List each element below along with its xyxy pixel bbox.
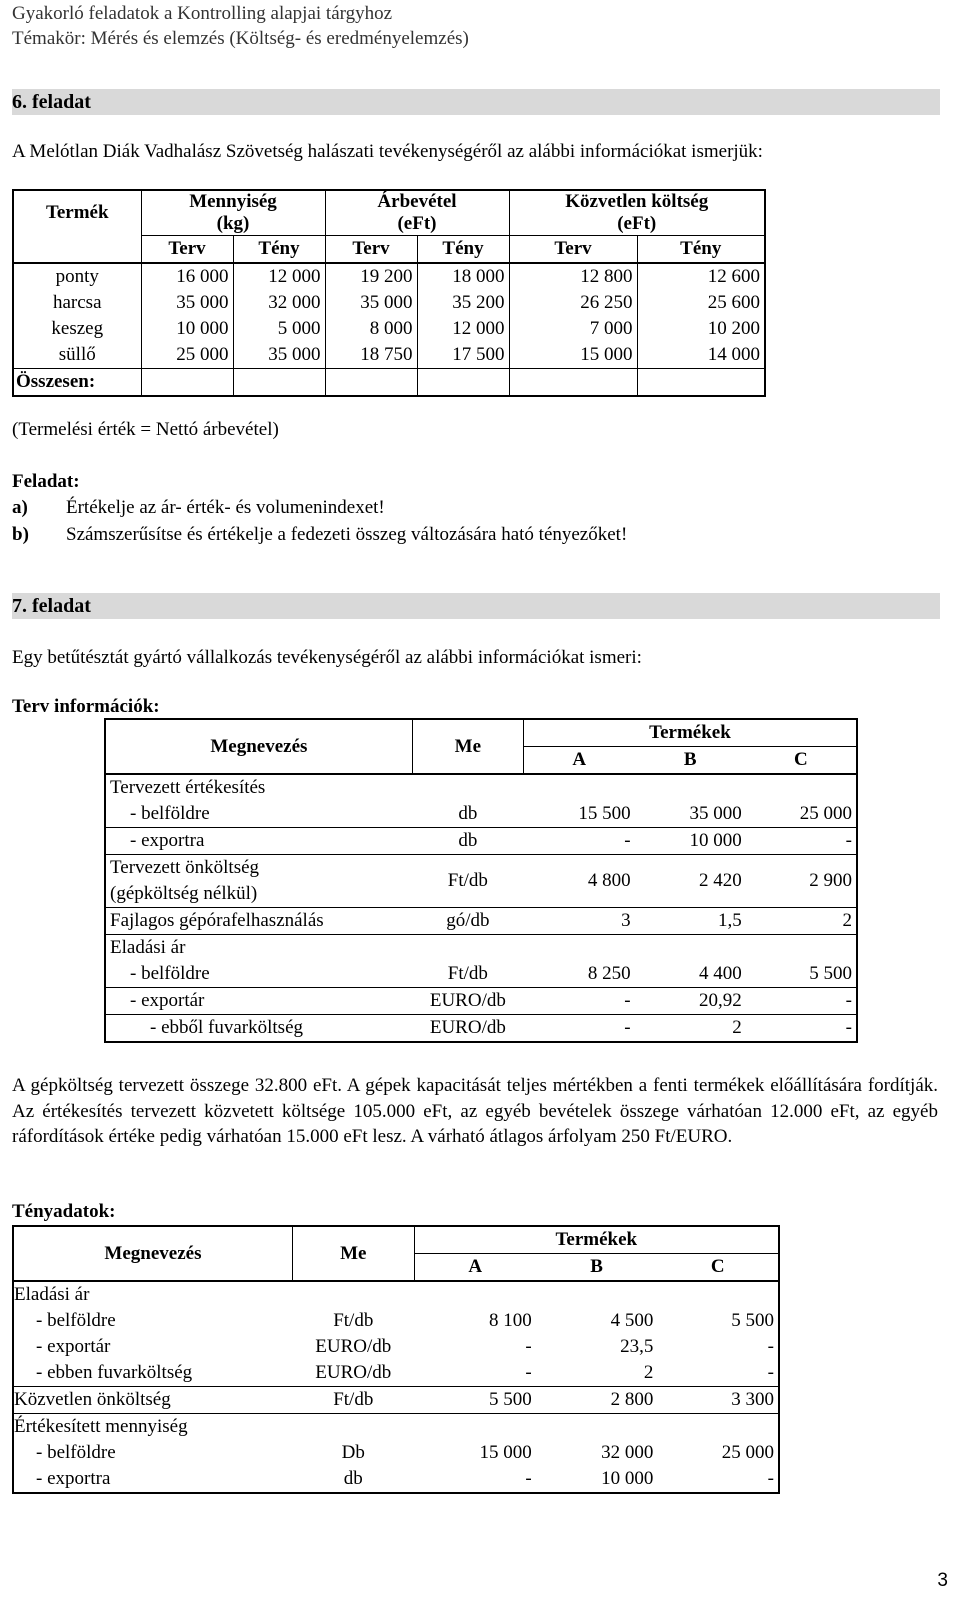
row-label: - belföldre [36,1310,116,1331]
row-label: Tervezett önköltség [110,857,260,878]
col-header-arbevetel: Árbevétel [325,190,509,213]
row-label: - ebből fuvarköltség [150,1017,304,1038]
actual-header-termekek: Termékek [414,1226,779,1254]
page-number: 3 [937,1570,948,1591]
table-row [13,1466,779,1493]
actual-header-a: A [414,1254,536,1282]
cell-value: 5 500 [731,1310,774,1331]
table-row [13,316,765,342]
cell-value: 10 000 [141,316,233,342]
task6-intro: A Melótlan Diák Vadhalász Szövetség halászati tevékenységéről az alábbi információkat ismerjük: [12,141,763,162]
cell-value: 2 420 [635,855,746,908]
task6-table [12,189,766,397]
row-label: Eladási ár [14,1284,90,1305]
cell-value: 12 000 [233,263,325,290]
actual-header-me: Me [292,1226,414,1281]
subheader-terv: Terv [325,236,417,264]
task-a-label: a) [12,497,28,518]
cell-value: 18 750 [325,342,417,369]
task6-title: 6. feladat [12,91,91,113]
cell-value: 2 [732,1017,742,1038]
cell-value: - [525,1336,532,1357]
plan-info-label: Terv információk: [12,696,160,717]
cell-value: 4 500 [610,1310,654,1331]
row-label: Értékesített mennyiség [14,1416,188,1437]
cell-value: 25 600 [637,290,765,316]
cell-value: - [746,988,857,1015]
row-name: süllő [58,344,96,365]
cell-value: - [525,1468,532,1489]
row-unit: Db [341,1442,365,1463]
cell-value: 16 000 [141,263,233,290]
actual-header-megnevezes: Megnevezés [13,1226,292,1281]
col-header-mennyiseg-unit: (kg) [141,213,325,236]
task7-intro: Egy betűtésztát gyártó vállalkozás tevékenységéről az alábbi információkat ismeri: [12,647,642,668]
row-label: - exportra [36,1468,111,1489]
task6-note: (Termelési érték = Nettó árbevétel) [12,419,279,440]
cell-value: 35 000 [635,801,746,828]
cell-value: - [624,1017,631,1038]
cell-value: 32 000 [601,1442,654,1463]
plan-header-termekek: Termékek [523,719,857,747]
cell-value: 8 250 [523,961,634,988]
cell-value: 15 000 [509,342,637,369]
cell-value: - [845,1017,852,1038]
cell-value: 10 000 [601,1468,654,1489]
cell-value: 20,92 [635,988,746,1015]
table-row [13,1308,779,1334]
cell-value: 35 000 [325,290,417,316]
cell-value: 10 200 [637,316,765,342]
col-header-termek: Termék [45,202,109,224]
row-name: ponty [55,266,99,287]
row-unit: Ft/db [412,855,523,908]
cell-value: 3 300 [657,1387,779,1414]
subheader-terv: Terv [141,236,233,264]
plan-header-c: C [746,747,857,775]
table-row [105,801,857,828]
subheader-teny: Tény [637,236,765,264]
cell-value: 35 000 [233,342,325,369]
row-label: Eladási ár [110,937,186,958]
task6-title-bar [12,89,940,115]
plan-paragraph: A gépköltség tervezett összege 32.800 eFt. A gépek kapacitását teljes mértékben a fenti termékek előállítására fordítják. Az értékesítés tervezett közvetett költsége 105.000 eFt, az egyéb bevételek összege várhatóan 12.000 eFt, az egyéb ráfordítások értéke pedig várhatóan 15.000 eFt lesz. A várható átlagos árfolyam 250 Ft/EURO. [12,1075,938,1147]
plan-table [104,718,858,1043]
cell-value: - [414,1360,536,1387]
task7-title: 7. feladat [12,595,91,617]
row-label: - belföldre [36,1442,116,1463]
task-b-label: b) [12,524,29,545]
task-b-text: Számszerűsítse és értékelje a fedezeti összeg változására ható tényezőket! [66,524,628,545]
cell-value: 10 000 [635,828,746,855]
cell-value: - [767,1468,774,1489]
cell-value: 25 000 [721,1442,774,1463]
header-topic: Témakör: Mérés és elemzés (Költség- és eredményelemzés) [12,28,469,49]
row-unit: Ft/db [333,1310,374,1331]
col-header-koltseg: Közvetlen költség [509,190,765,213]
cell-value: 2 900 [746,855,857,908]
row-label: - belföldre [105,801,412,828]
col-header-mennyiseg: Mennyiség [141,190,325,213]
actual-data-label: Tényadatok: [12,1201,116,1222]
total-row [13,369,765,397]
table-row [13,1387,779,1414]
cell-value: 23,5 [620,1336,654,1357]
row-label: - exportra [105,828,412,855]
cell-value: 32 000 [233,290,325,316]
cell-value: - [767,1336,774,1357]
cell-value: - [657,1360,779,1387]
row-unit: db [412,828,523,855]
cell-value: 5 000 [233,316,325,342]
cell-value: 2 [536,1360,658,1387]
cell-value: 12 000 [417,316,509,342]
table-row [105,828,857,855]
cell-value: 35 000 [141,290,233,316]
table-row [105,988,857,1015]
row-unit: db [412,801,523,828]
row-label: Tervezett értékesítés [110,777,266,798]
table-row [105,855,857,882]
subheader-teny: Tény [417,236,509,264]
row-name: keszeg [51,318,104,339]
table-row [13,1334,779,1360]
cell-value: 4 800 [523,855,634,908]
table-row [13,290,765,316]
row-unit: Ft/db [292,1387,414,1414]
cell-value: 26 250 [509,290,637,316]
row-unit: EURO/db [412,988,523,1015]
cell-value: 3 [523,908,634,935]
row-label: Közvetlen önköltség [13,1387,292,1414]
col-header-arbevetel-unit: (eFt) [325,213,509,236]
plan-header-megnevezes: Megnevezés [105,719,412,774]
task-a-text: Értékelje az ár- érték- és volumenindexet! [66,497,385,518]
plan-header-b: B [635,747,746,775]
table-row [13,1440,779,1466]
row-unit: gó/db [412,908,523,935]
cell-value: 5 500 [414,1387,536,1414]
row-unit: EURO/db [292,1360,414,1387]
actual-table [12,1225,780,1494]
cell-value: 19 200 [325,263,417,290]
row-label: - exportár [105,988,412,1015]
plan-header-me: Me [412,719,523,774]
cell-value: 8 000 [325,316,417,342]
table-row [13,1281,779,1308]
col-header-koltseg-unit: (eFt) [509,213,765,236]
cell-value: - [523,988,634,1015]
row-unit: db [343,1468,363,1489]
plan-header-a: A [523,747,634,775]
cell-value: 25 000 [746,801,857,828]
row-label: - belföldre [105,961,412,988]
task7-title-bar [12,593,940,619]
subheader-terv: Terv [509,236,637,264]
cell-value: 4 400 [635,961,746,988]
table-row [105,908,857,935]
table-row [105,1015,857,1043]
header-course-title: Gyakorló feladatok a Kontrolling alapjai tárgyhoz [12,3,393,24]
row-unit: Ft/db [412,961,523,988]
subheader-teny: Tény [233,236,325,264]
row-label: (gépköltség nélkül) [105,881,412,908]
cell-value: 14 000 [637,342,765,369]
cell-value: - [523,828,634,855]
table-row [13,1360,779,1387]
cell-value: 25 000 [141,342,233,369]
cell-value: 15 000 [479,1442,532,1463]
cell-value: 35 200 [417,290,509,316]
actual-header-b: B [536,1254,658,1282]
cell-value: 2 [746,908,857,935]
table-row [13,263,765,290]
table-row [105,935,857,962]
table-row [13,1414,779,1441]
row-label: - ebben fuvarköltség [13,1360,292,1387]
cell-value: - [746,828,857,855]
row-unit: EURO/db [429,1017,506,1038]
row-unit: EURO/db [315,1336,392,1357]
total-label: Összesen: [13,369,141,397]
cell-value: 5 500 [746,961,857,988]
table-row [105,961,857,988]
row-label: - exportár [36,1336,111,1357]
row-name: harcsa [52,292,102,313]
table-row [13,342,765,369]
feladat-label: Feladat: [12,471,80,492]
cell-value: 15 500 [523,801,634,828]
actual-header-c: C [657,1254,779,1282]
cell-value: 17 500 [417,342,509,369]
cell-value: 12 600 [637,263,765,290]
cell-value: 12 800 [509,263,637,290]
table-row [105,774,857,801]
cell-value: 2 800 [536,1387,658,1414]
row-label: Fajlagos gépórafelhasználás [105,908,412,935]
cell-value: 7 000 [509,316,637,342]
cell-value: 1,5 [635,908,746,935]
cell-value: 18 000 [417,263,509,290]
cell-value: 8 100 [489,1310,532,1331]
